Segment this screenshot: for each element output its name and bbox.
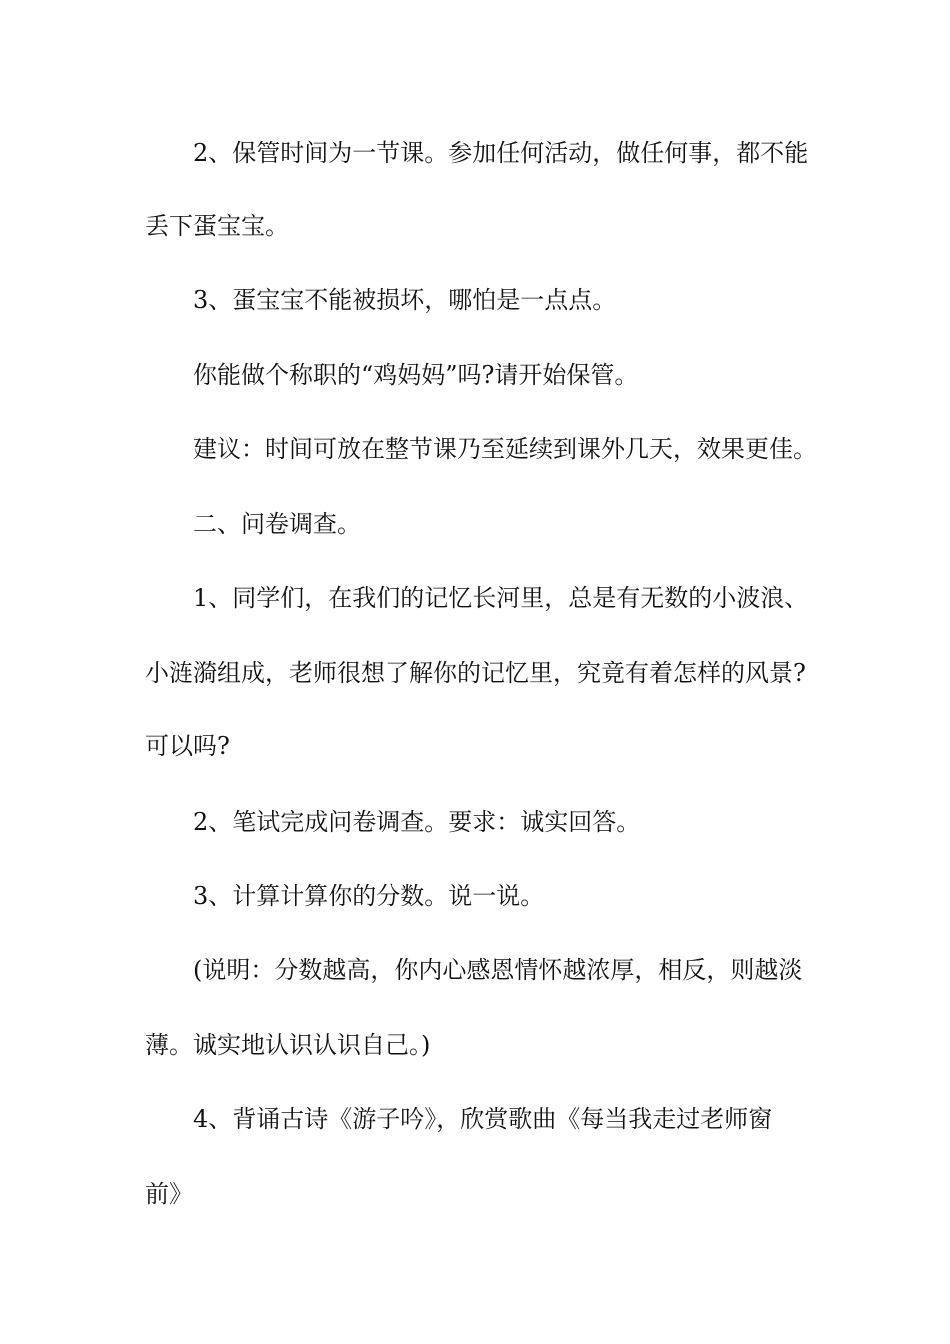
paragraph-line: 你能做个称职的“鸡妈妈”吗?请开始保管。 [193,361,639,389]
paragraph-line: 3、蛋宝宝不能被损坏，哪怕是一点点。 [193,286,617,314]
paragraph-line: (说明：分数越高，你内心感恩情怀越浓厚，相反，则越淡 [193,956,803,984]
paragraph-line: 1、同学们，在我们的记忆长河里，总是有无数的小波浪、 [193,584,809,612]
paragraph-line: 前》 [145,1180,193,1208]
paragraph-line: 可以吗? [145,732,230,760]
paragraph-line: 3、计算计算你的分数。说一说。 [193,882,545,910]
paragraph-line: 2、保管时间为一节课。参加任何活动，做任何事，都不能 [193,139,809,167]
paragraph-line: 薄。诚实地认识认识自己。) [145,1031,431,1059]
paragraph-line: 丢下蛋宝宝。 [145,212,289,240]
paragraph-line: 建议：时间可放在整节课乃至延续到课外几天，效果更佳。 [193,435,817,463]
paragraph-line: 2、笔试完成问卷调查。要求：诚实回答。 [193,808,641,836]
paragraph-line: 4、背诵古诗《游子吟》，欣赏歌曲《每当我走过老师窗 [193,1105,773,1133]
paragraph-line: 小涟漪组成，老师很想了解你的记忆里，究竟有着怎样的风景? [145,659,806,687]
section-heading: 二、问卷调查。 [193,510,361,538]
